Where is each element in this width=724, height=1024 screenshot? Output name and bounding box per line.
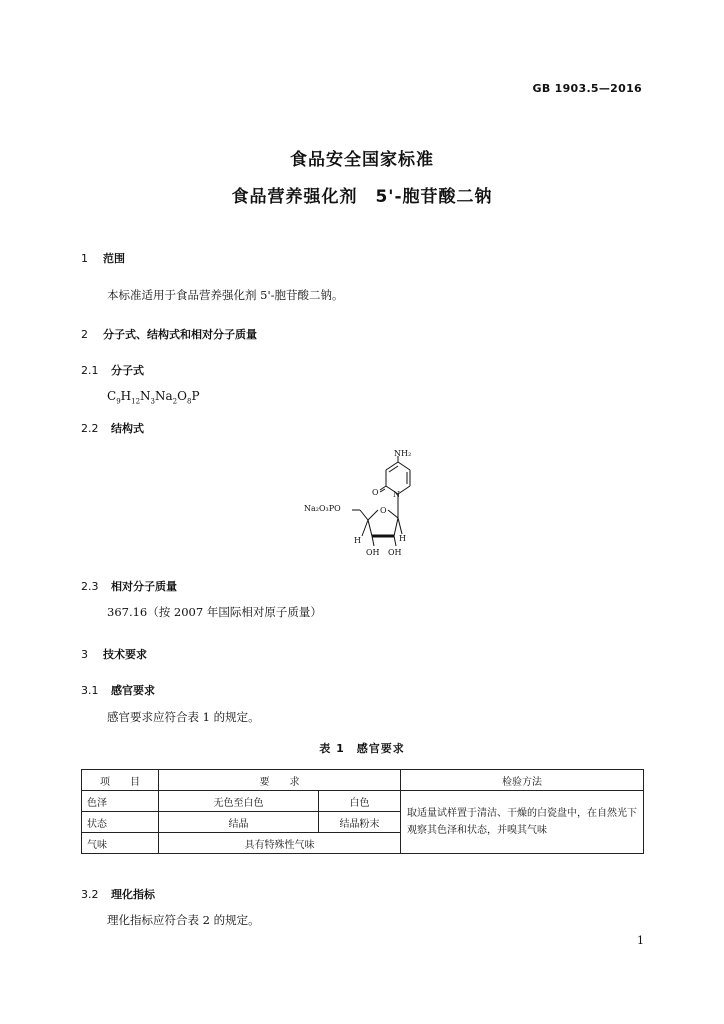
row-req-a: 结晶 [159, 812, 319, 833]
section-2-2-heading [81, 420, 144, 436]
row-item: 状态 [82, 812, 159, 833]
product-title: 食品营养强化剂 5'-胞苷酸二钠 [231, 187, 493, 207]
structural-formula-drawing [300, 448, 430, 563]
carbonyl-o-label: O [372, 488, 379, 497]
section-number: 2.3 [81, 580, 99, 593]
row-req-b: 结晶粉末 [319, 812, 401, 833]
section-number: 3 [81, 648, 88, 661]
section-title: 范围 [103, 252, 125, 265]
standard-title: 食品安全国家标准 [290, 150, 434, 170]
sensory-requirements-table [81, 769, 644, 854]
table-row [82, 791, 644, 812]
h-right-label: H [399, 534, 406, 543]
header-item: 项 目 [82, 770, 159, 791]
section-title: 感官要求 [111, 684, 155, 697]
row-req-a: 具有特殊性气味 [159, 833, 401, 854]
section-title: 技术要求 [103, 648, 147, 661]
test-method: 取适量试样置于清洁、干燥的白瓷盘中，在自然光下观察其色泽和状态，并嗅其气味 [401, 791, 644, 854]
section-3-1-heading [81, 682, 155, 698]
table-1-caption: 表 1 感官要求 [319, 742, 405, 755]
hydroxyl-label-2: OH [388, 548, 402, 557]
standard-code: GB 1903.5—2016 [532, 82, 642, 95]
section-number: 2.1 [81, 364, 99, 377]
header-method: 检验方法 [401, 770, 644, 791]
section-2-3-heading [81, 578, 177, 594]
section-number: 2 [81, 328, 88, 341]
section-title: 理化指标 [111, 888, 155, 901]
ring-o-label: O [380, 506, 387, 515]
structural-formula [300, 448, 430, 567]
row-req-a: 无色至白色 [159, 791, 319, 812]
section-2-3-body: 367.16（按 2007 年国际相对原子质量） [107, 605, 322, 619]
amino-label: NH₂ [394, 449, 412, 458]
section-number: 3.2 [81, 888, 99, 901]
section-2-1-heading [81, 362, 144, 378]
section-number: 2.2 [81, 422, 99, 435]
table-header-row [82, 770, 644, 791]
section-title: 相对分子质量 [111, 580, 177, 593]
section-3-2-heading [81, 886, 155, 902]
header-requirement: 要 求 [159, 770, 401, 791]
section-number: 1 [81, 252, 88, 265]
row-item: 色泽 [82, 791, 159, 812]
section-title: 分子式、结构式和相对分子质量 [103, 328, 257, 341]
h-left-label: H [354, 536, 361, 545]
section-number: 3.1 [81, 684, 99, 697]
section-2-heading [81, 326, 257, 342]
section-3-2-body: 理化指标应符合表 2 的规定。 [107, 913, 260, 927]
section-1-body: 本标准适用于食品营养强化剂 5'-胞苷酸二钠。 [107, 288, 344, 302]
section-title: 结构式 [111, 422, 144, 435]
section-3-heading [81, 646, 147, 662]
section-1-heading [81, 250, 125, 266]
molecular-formula: $C_9H_{12}N_3Na_2O_8P$ [107, 389, 200, 406]
hydroxyl-label-1: OH [366, 548, 380, 557]
n-label: N [393, 490, 400, 499]
section-title: 分子式 [111, 364, 144, 377]
section-3-1-body: 感官要求应符合表 1 的规定。 [107, 710, 260, 724]
row-req-b: 白色 [319, 791, 401, 812]
row-item: 气味 [82, 833, 159, 854]
phosphate-label: Na₂O₃PO [304, 504, 341, 513]
page-number: 1 [637, 934, 644, 947]
